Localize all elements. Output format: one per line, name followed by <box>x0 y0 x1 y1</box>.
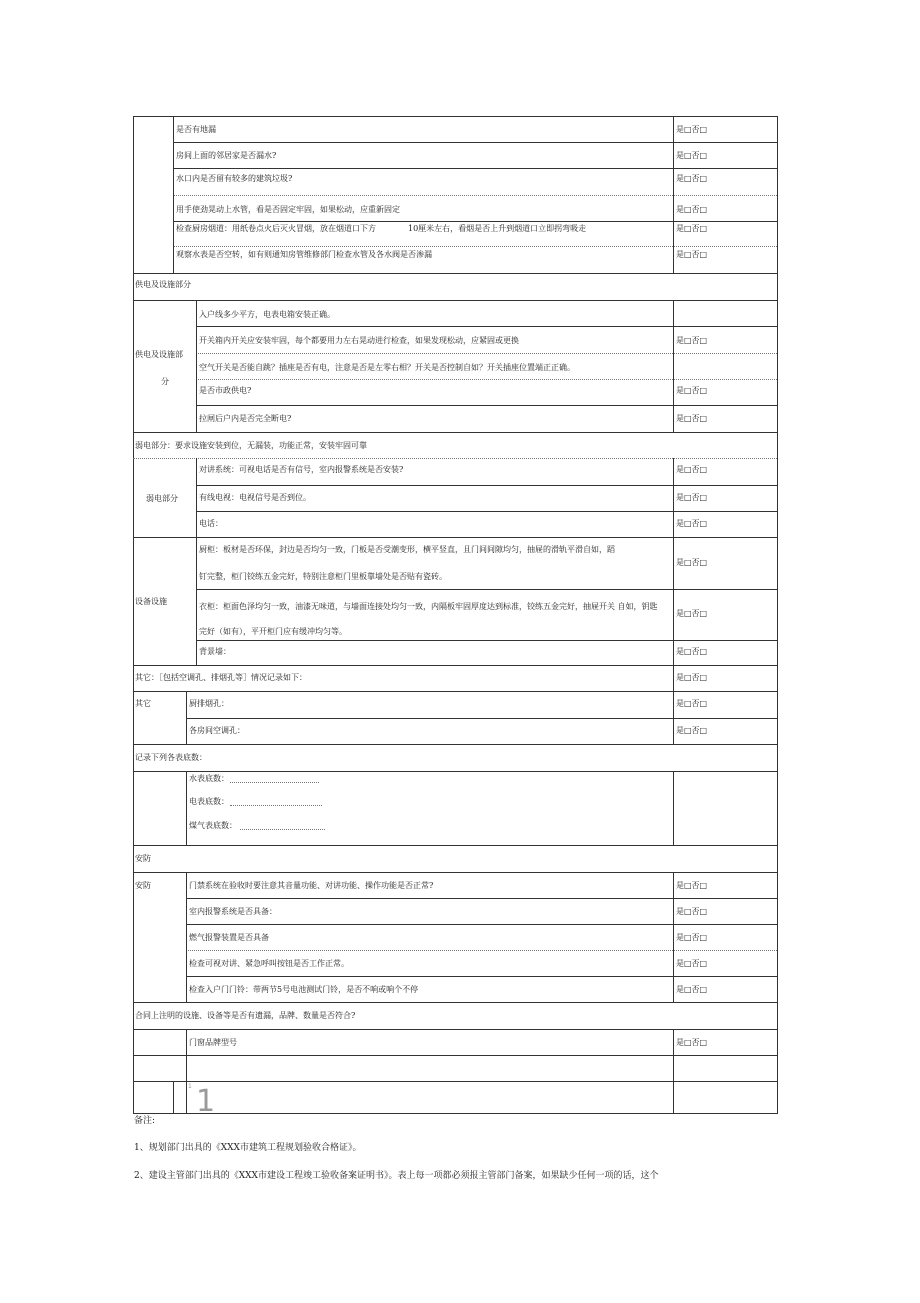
label-power-2: 分 <box>161 377 169 386</box>
row-gas-alarm: 燃气报警装置是否具备 <box>189 933 269 942</box>
label-weak: 弱电部分 <box>146 494 178 503</box>
row-electric-reading: 电表底数： <box>189 797 229 806</box>
checkbox-water-meter[interactable]: 是□否□ <box>676 250 708 259</box>
row-exhaust-hole: 厨排烟孔： <box>189 699 229 708</box>
row-ac-hole: 各房间空调孔： <box>189 726 245 735</box>
note-1: 1、规划部门出具的《XXX市建筑工程规划验收合格证》。 <box>134 1143 362 1153</box>
row-water-meter: 观察水表是否空转，如有则通知房管维修部门检查水管及各水阀是否渗漏 <box>176 250 432 259</box>
row-breaker: 空气开关是否能自跳？插座是否有电，注意是否是左零右相？开关是否控制自如？开关插座位置端正正确。 <box>199 363 575 372</box>
row-municipal-power: 是否市政供电? <box>199 386 252 395</box>
checkbox-floor-drain[interactable]: 是□否□ <box>676 125 708 134</box>
page-number: 1 <box>196 1084 216 1119</box>
row-water-reading: 水表底数： <box>189 774 229 783</box>
checkbox-telephone[interactable]: 是□否□ <box>676 519 708 528</box>
checkbox-exhaust-hole[interactable]: 是□否□ <box>676 699 708 708</box>
row-wardrobe-a: 衣柜：柜面色泽均匀一致，油漆无味道，与墙面连接处均匀一致，内隔板牢固厚度达到标准，铰练五金完好，抽屉开关 自如，钥匙 <box>199 602 658 611</box>
water-reading-blank[interactable] <box>230 782 319 783</box>
checkbox-municipal-power[interactable]: 是□否□ <box>676 386 708 395</box>
checkbox-window-brand[interactable]: 是□否□ <box>676 1038 708 1047</box>
row-power-off: 拉闸后户内是否完全断电? <box>199 414 292 423</box>
row-wardrobe-b: 完好（如有），平开柜门应有缓冲均匀等。 <box>199 627 347 636</box>
row-flue-a: 检查厨房烟道：用纸卷点火后灭火冒烟，放在烟道口下方 <box>176 224 376 233</box>
checkbox-cabinet[interactable]: 是□否□ <box>676 558 708 567</box>
row-window-brand: 门窗品牌型号 <box>189 1038 237 1047</box>
label-equipment: 设备设施 <box>135 597 167 606</box>
row-access-control: 门禁系统在验收时要注意其音量功能、对讲功能、操作功能是否正常? <box>189 881 434 890</box>
label-security: 安防 <box>135 881 151 890</box>
row-switch-box: 开关箱内开关应安装牢固，每个都要用力左右晃动进行检查，如果发现松动，应紧固或更换 <box>199 336 519 345</box>
row-intercom: 对讲系统：可视电话是否有信号，室内报警系统是否安装? <box>199 465 404 474</box>
notes-title: 备注: <box>134 1116 156 1126</box>
section-weak: 弱电部分：要求设施安装到位，无漏装，功能正常，安装牢固可靠 <box>135 441 367 450</box>
row-indoor-alarm: 室内报警系统是否具备： <box>189 907 277 916</box>
checkbox-switch-box[interactable]: 是□否□ <box>676 336 708 345</box>
section-power: 供电及设施部分 <box>135 280 191 289</box>
row-floor-drain: 是否有地漏 <box>176 125 216 134</box>
row-cabinet-a: 厨柜：板材是否环保，封边是否均匀一致，门板是否受潮变形，横平竖直，且门间间隙均匀，抽屉的滑轨平滑自如，蹈 <box>199 545 615 554</box>
electric-reading-blank[interactable] <box>230 805 322 806</box>
page-number-small: 1 <box>188 1083 192 1090</box>
section-other: 其它：［包括空调孔、排烟孔等］情况记录如下： <box>135 673 307 682</box>
row-gas-reading: 煤气表底数： <box>189 821 237 830</box>
row-cable-tv: 有线电视：电视信号是否到位。 <box>199 493 311 502</box>
checkbox-doorbell[interactable]: 是□否□ <box>676 985 708 994</box>
row-telephone: 电话： <box>199 519 223 528</box>
row-water-pipe: 用手使劲晃动上水管，看是否固定牢固，如果松动，应重新固定 <box>176 205 400 214</box>
checkbox-indoor-alarm[interactable]: 是□否□ <box>676 907 708 916</box>
checkbox-intercom[interactable]: 是□否□ <box>676 465 708 474</box>
row-flue-b: 10厘米左右，看烟是否上升到烟道口立即拐弯吸走 <box>408 224 587 233</box>
label-power-1: 供电及设施部 <box>135 350 183 359</box>
checkbox-water-pipe[interactable]: 是□否□ <box>676 205 708 214</box>
checkbox-ac-hole[interactable]: 是□否□ <box>676 726 708 735</box>
section-meters: 记录下列各表底数： <box>135 753 207 762</box>
checkbox-wardrobe[interactable]: 是□否□ <box>676 609 708 618</box>
checkbox-flue[interactable]: 是□否□ <box>676 224 708 233</box>
row-cabinet-b: 钉完整，柜门铰练五金完好，特别注意柜门里板靠墙处是否贴有瓷砖。 <box>199 572 447 581</box>
checkbox-gas-alarm[interactable]: 是□否□ <box>676 933 708 942</box>
row-video-intercom: 检查可视对讲、紧急呼叫按钮是否工作正常。 <box>189 959 349 968</box>
section-contract: 合同上注明的设施、设备等是否有遗漏，品牌、数量是否符合? <box>135 1011 356 1020</box>
row-feature-wall: 背景墙： <box>199 647 231 656</box>
checkbox-upstairs-leak[interactable]: 是□否□ <box>676 151 708 160</box>
checkbox-power-off[interactable]: 是□否□ <box>676 414 708 423</box>
checkbox-other[interactable]: 是□否□ <box>676 673 708 682</box>
label-other: 其它 <box>135 699 151 708</box>
checkbox-video-intercom[interactable]: 是□否□ <box>676 959 708 968</box>
row-upstairs-leak: 房间上面的邻居家是否漏水? <box>176 151 277 160</box>
row-drain-debris: 水口内是否留有较多的建筑垃圾? <box>176 174 293 183</box>
row-doorbell: 检查入户门门铃：带两节5号电池测试门铃，是否不响或响个不停 <box>189 985 419 994</box>
checkbox-drain-debris[interactable]: 是□否□ <box>676 174 708 183</box>
gas-reading-blank[interactable] <box>240 829 325 830</box>
note-2: 2、建设主管部门出具的《XXX市建设工程竣工验收备案证明书》。表上每一项都必须报主管部门备案，如果缺少任何一项的话，这个 <box>134 1171 659 1181</box>
checkbox-feature-wall[interactable]: 是□否□ <box>676 647 708 656</box>
checkbox-cable-tv[interactable]: 是□否□ <box>676 493 708 502</box>
checkbox-access-control[interactable]: 是□否□ <box>676 881 708 890</box>
section-security: 安防 <box>135 854 151 863</box>
row-power-line: 入户线多少平方，电表电箱安装正确。 <box>199 310 335 319</box>
